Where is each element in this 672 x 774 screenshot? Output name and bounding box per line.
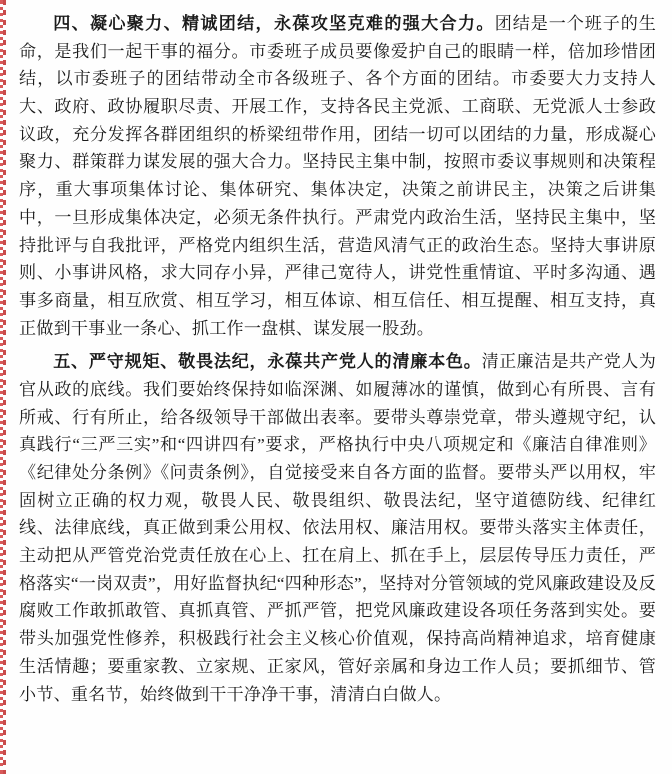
section-five-text: 清正廉洁是共产党人为官从政的底线。我们要始终保持如临深渊、如履薄冰的谨慎，做到心有所畏、言有所戒、行有所止，给各级领导干部做出表率。要带头尊崇党章，带头遵规守纪，认真践行“三严三实”和“四讲四有”要求，严格执行中央八项规定和《廉洁自律准则》《纪律处分条例》《问责条例》，自觉接受来自各方面的监督。要带头严以用权，牢固树立正确的权力观，敬畏人民、敬畏组织、敬畏法纪，坚守道德防线、纪律红线、法律底线，真正做到秉公用权、依法用权、廉洁用权。要带头落实主体责任，主动把从严管党治党责任放在心上、扛在肩上、抓在手上，层层传导压力责任，严格落实“一岗双责”，用好监督执纪“四种形态”，坚持对分管领域的党风廉政建设及反腐败工作敢抓敢管、真抓真管、严抓严管，把党风廉政建设各项任务落到实处。要带头加强党性修养，积极践行社会主义核心价值观，保持高尚精神追求，培育健康生活情趣；要重家教、立家规、正家风，管好亲属和身边工作人员；要抓细节、管小节、重名节，始终做到干干净净干事，清清白白做人。 — [19, 352, 657, 704]
paragraph-section-four — [19, 10, 656, 342]
paragraph-section-five — [19, 348, 656, 708]
section-five-heading: 五、严守规矩、敬畏法纪，永葆共产党人的清廉本色。 — [53, 352, 482, 372]
section-four-heading: 四、凝心聚力、精诚团结，永葆攻坚克难的强大合力。 — [53, 14, 495, 33]
section-four-text: 团结是一个班子的生命，是我们一起干事的福分。市委班子成员要像爱护自己的眼睛一样，倍加珍惜团结，以市委班子的团结带动全市各级班子、各个方面的团结。市委要大力支持人大、政府、政协履职尽责、开展工作，支持各民主党派、工商联、无党派人士参政议政，充分发挥各群团组织的桥梁纽带作用，团结一切可以团结的力量，形成凝心聚力、群策群力谋发展的强大合力。坚持民主集中制，按照市委议事规则和决策程序，重大事项集体讨论、集体研究、集体决定，决策之前讲民主，决策之后讲集中，一旦形成集体决定，必须无条件执行。严肃党内政治生活，坚持民主集中，坚持批评与自我批评，严格党内组织生活，营造风清气正的政治生态。坚持大事讲原则、小事讲风格，求大同存小异，严律己宽待人，讲党性重情谊、平时多沟通、遇事多商量，相互欣赏、相互学习，相互体谅、相互信任、相互提醒、相互支持，真正做到干事业一条心、抓工作一盘棋、谋发展一股劲。 — [19, 14, 656, 338]
document-body — [19, 10, 656, 708]
